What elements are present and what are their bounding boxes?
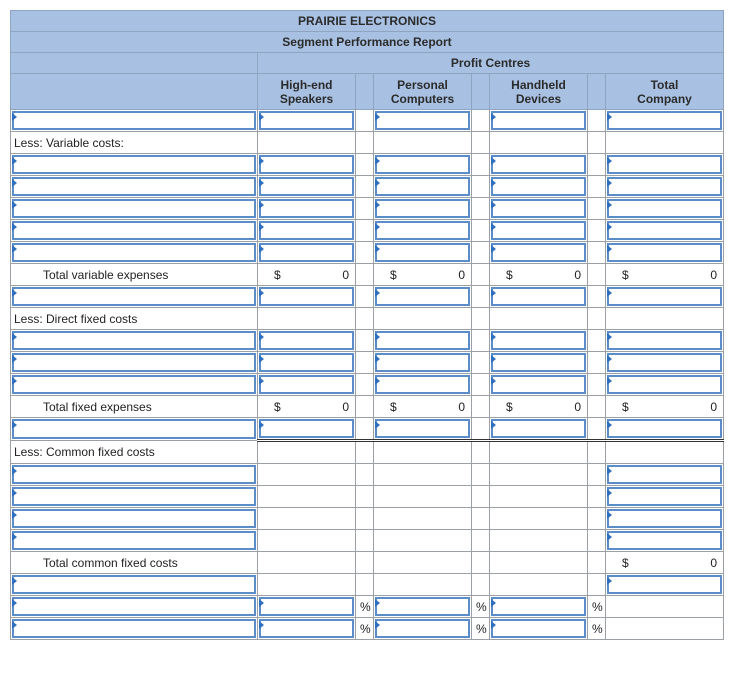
percent-sign: % — [592, 600, 603, 614]
table-row — [11, 418, 724, 441]
section-row-common-fixed — [11, 441, 724, 464]
currency-symbol: $ — [390, 400, 397, 414]
table-row — [11, 530, 724, 552]
section-row-direct-fixed — [11, 308, 724, 330]
row-label-input[interactable] — [12, 619, 256, 638]
percent-input[interactable] — [491, 597, 586, 616]
amount-input[interactable] — [259, 353, 354, 372]
row-label-input[interactable] — [12, 221, 256, 240]
table-row — [11, 154, 724, 176]
amount-input[interactable] — [607, 531, 722, 550]
table-row — [11, 110, 724, 132]
currency-symbol: $ — [622, 556, 629, 570]
amount-input[interactable] — [607, 465, 722, 484]
total-value: 0 — [574, 268, 581, 282]
amount-input[interactable] — [375, 221, 470, 240]
total-common-row — [11, 552, 724, 574]
amount-input[interactable] — [375, 243, 470, 262]
amount-input[interactable] — [607, 509, 722, 528]
segment-performance-report — [10, 10, 724, 640]
common-fixed-label: Less: Common fixed costs — [11, 441, 258, 464]
total-value: 0 — [710, 268, 717, 282]
total-value: 0 — [458, 268, 465, 282]
section-row-variable — [11, 132, 724, 154]
amount-input[interactable] — [491, 111, 586, 130]
header-row-columns — [11, 74, 724, 110]
table-row — [11, 330, 724, 352]
currency-symbol: $ — [506, 400, 513, 414]
amount-input[interactable] — [375, 199, 470, 218]
percent-input[interactable] — [491, 619, 586, 638]
percent-input[interactable] — [259, 619, 354, 638]
row-label-input[interactable] — [12, 177, 256, 196]
direct-fixed-label: Less: Direct fixed costs — [11, 308, 258, 330]
amount-input[interactable] — [259, 111, 354, 130]
amount-input[interactable] — [259, 375, 354, 394]
amount-input[interactable] — [491, 177, 586, 196]
amount-input[interactable] — [607, 111, 722, 130]
currency-symbol: $ — [506, 268, 513, 282]
total-value: 0 — [710, 400, 717, 414]
row-label-input[interactable] — [12, 597, 256, 616]
amount-input[interactable] — [375, 287, 470, 306]
row-label-input[interactable] — [12, 375, 256, 394]
amount-input[interactable] — [491, 199, 586, 218]
row-label-input[interactable] — [12, 575, 256, 594]
amount-input[interactable] — [607, 287, 722, 306]
percent-input[interactable] — [375, 597, 470, 616]
total-variable-label: Total variable expenses — [11, 264, 258, 286]
amount-input[interactable] — [491, 353, 586, 372]
amount-input[interactable] — [259, 243, 354, 262]
amount-input[interactable] — [491, 155, 586, 174]
total-fixed-label: Total fixed expenses — [11, 396, 258, 418]
profit-centres-header: Profit Centres — [258, 53, 724, 74]
row-label-input[interactable] — [12, 353, 256, 372]
amount-input[interactable] — [375, 331, 470, 350]
total-value: 0 — [710, 556, 717, 570]
percent-sign: % — [592, 622, 603, 636]
total-value: 0 — [574, 400, 581, 414]
amount-input[interactable] — [375, 111, 470, 130]
row-label-input[interactable] — [12, 243, 256, 262]
total-fixed-row — [11, 396, 724, 418]
amount-input[interactable] — [375, 353, 470, 372]
row-label-input[interactable] — [12, 531, 256, 550]
row-label-input[interactable] — [12, 419, 256, 439]
currency-symbol: $ — [274, 400, 281, 414]
col-header-personal-computers: Personal Computers — [374, 74, 472, 110]
col-header-handheld-devices: Handheld Devices — [490, 74, 588, 110]
amount-input[interactable] — [607, 575, 722, 594]
amount-input[interactable] — [607, 375, 722, 394]
table-row — [11, 286, 724, 308]
table-row — [11, 486, 724, 508]
total-value: 0 — [342, 400, 349, 414]
total-variable-row — [11, 264, 724, 286]
percent-row — [11, 596, 724, 618]
percent-sign: % — [476, 600, 487, 614]
amount-input[interactable] — [607, 155, 722, 174]
col-header-high-end-speakers: High-end Speakers — [258, 74, 356, 110]
report-title: Segment Performance Report — [11, 32, 724, 53]
amount-input[interactable] — [491, 331, 586, 350]
row-label-input[interactable] — [12, 487, 256, 506]
table-row — [11, 374, 724, 396]
table-row — [11, 352, 724, 374]
amount-input[interactable] — [375, 375, 470, 394]
company-title: PRAIRIE ELECTRONICS — [11, 11, 724, 32]
amount-input[interactable] — [491, 287, 586, 306]
currency-symbol: $ — [622, 400, 629, 414]
amount-input[interactable] — [491, 243, 586, 262]
amount-input[interactable] — [491, 375, 586, 394]
table-row — [11, 198, 724, 220]
col-header-total-company: Total Company — [606, 74, 724, 110]
total-value: 0 — [342, 268, 349, 282]
total-common-label: Total common fixed costs — [11, 552, 258, 574]
amount-input[interactable] — [607, 199, 722, 218]
currency-symbol: $ — [622, 268, 629, 282]
amount-input[interactable] — [607, 221, 722, 240]
header-row-company — [11, 11, 724, 32]
percent-sign: % — [360, 622, 371, 636]
table-row — [11, 464, 724, 486]
table-row — [11, 220, 724, 242]
percent-sign: % — [476, 622, 487, 636]
amount-input[interactable] — [259, 331, 354, 350]
amount-input[interactable] — [607, 419, 722, 438]
currency-symbol: $ — [274, 268, 281, 282]
amount-input[interactable] — [607, 177, 722, 196]
row-label-input[interactable] — [12, 287, 256, 306]
amount-input[interactable] — [259, 199, 354, 218]
amount-input[interactable] — [607, 331, 722, 350]
table-row — [11, 242, 724, 264]
amount-input[interactable] — [607, 243, 722, 262]
amount-input[interactable] — [607, 487, 722, 506]
header-row-group — [11, 53, 724, 74]
header-row-title — [11, 32, 724, 53]
amount-input[interactable] — [491, 419, 586, 438]
amount-input[interactable] — [375, 155, 470, 174]
percent-input[interactable] — [375, 619, 470, 638]
row-label-input[interactable] — [12, 155, 256, 174]
percent-sign: % — [360, 600, 371, 614]
table-row — [11, 508, 724, 530]
row-label-input[interactable] — [12, 199, 256, 218]
percent-input[interactable] — [259, 597, 354, 616]
amount-input[interactable] — [491, 221, 586, 240]
amount-input[interactable] — [259, 155, 354, 174]
amount-input[interactable] — [607, 353, 722, 372]
table-row — [11, 574, 724, 596]
row-label-input[interactable] — [12, 111, 256, 130]
amount-input[interactable] — [375, 177, 470, 196]
percent-row — [11, 618, 724, 640]
row-label-input[interactable] — [12, 465, 256, 484]
amount-input[interactable] — [259, 287, 354, 306]
table-row — [11, 176, 724, 198]
amount-input[interactable] — [259, 177, 354, 196]
total-value: 0 — [458, 400, 465, 414]
currency-symbol: $ — [390, 268, 397, 282]
row-label-input[interactable] — [12, 509, 256, 528]
amount-input[interactable] — [259, 221, 354, 240]
amount-input[interactable] — [259, 419, 354, 438]
row-label-input[interactable] — [12, 331, 256, 350]
amount-input[interactable] — [375, 419, 470, 438]
variable-costs-label: Less: Variable costs: — [11, 132, 258, 154]
